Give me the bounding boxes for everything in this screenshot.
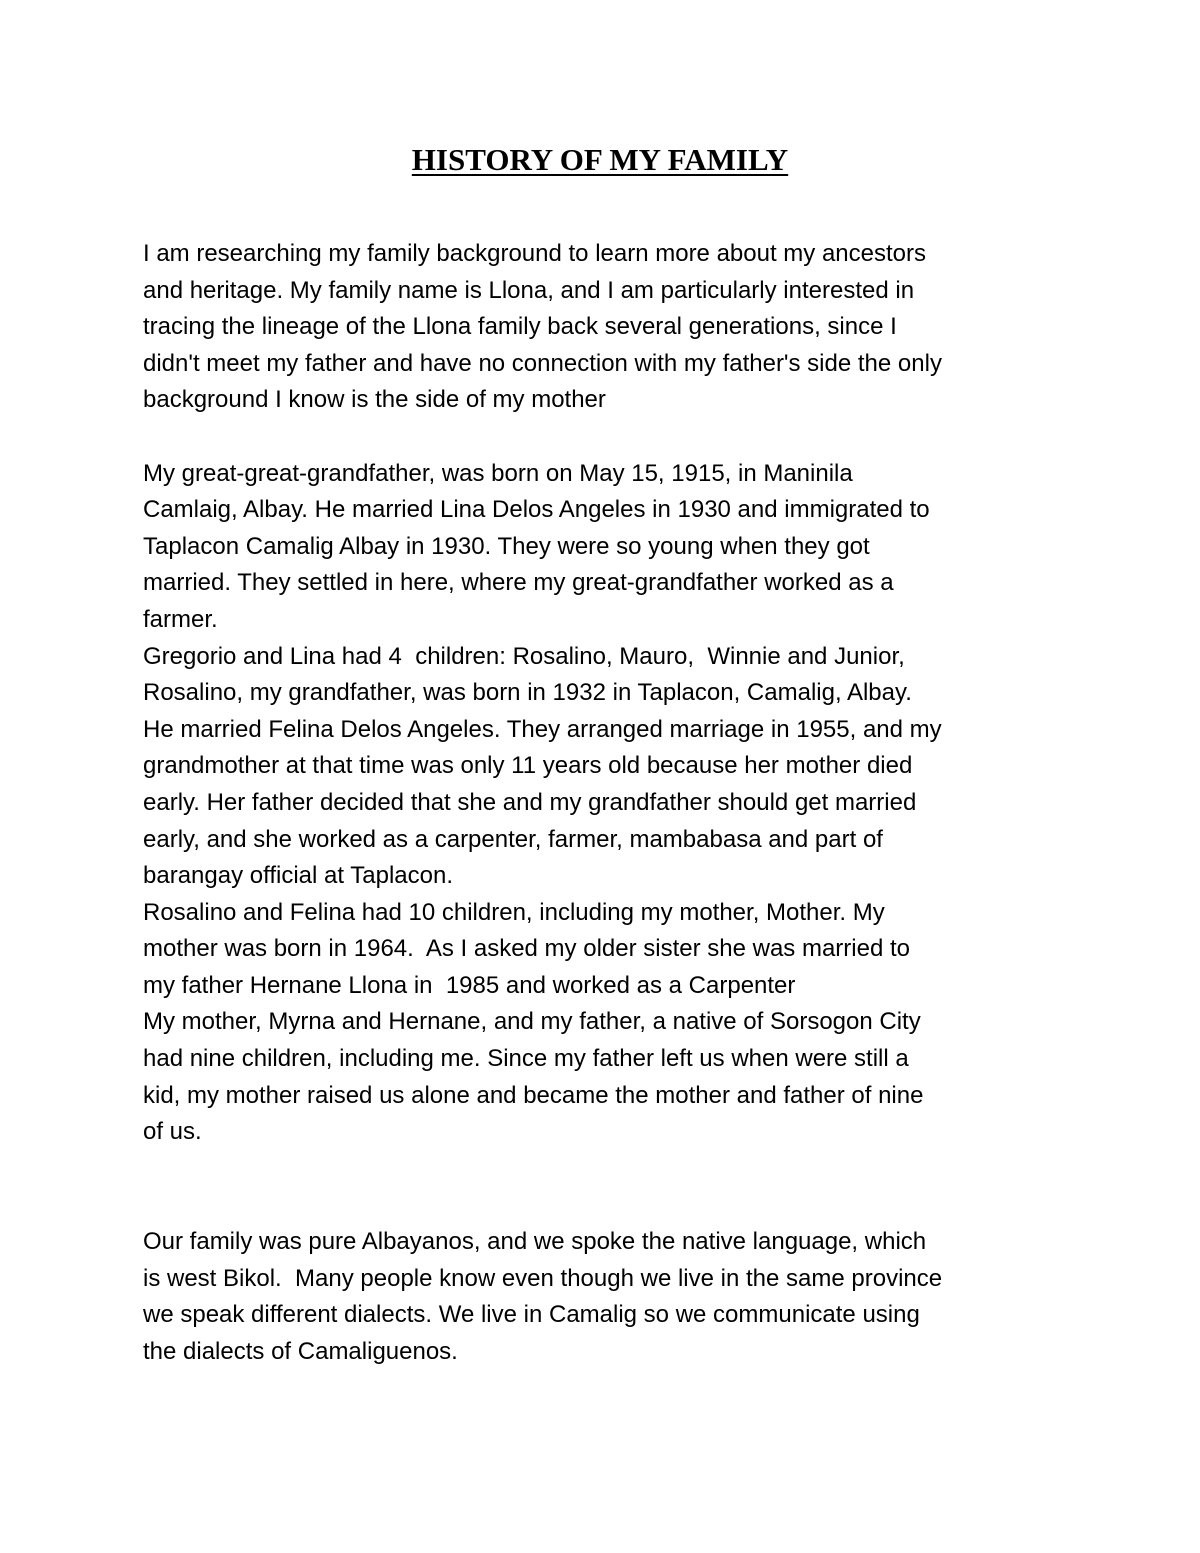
body-line: Gregorio and Lina had 4 children: Rosalino, Mauro, Winnie and Junior, [143, 642, 905, 670]
body-line: Camlaig, Albay. He married Lina Delos Angeles in 1930 and immigrated to [143, 496, 930, 524]
body-line: My mother, Myrna and Hernane, and my father, a native of Sorsogon City [143, 1008, 921, 1036]
body-line: had nine children, including me. Since my father left us when were still a [143, 1045, 909, 1073]
blank-line [143, 1151, 1103, 1188]
blank-line [143, 419, 1103, 456]
body-line: My great-great-grandfather, was born on May 15, 1915, in Maninila [143, 459, 853, 487]
body-line: early, and she worked as a carpenter, farmer, mambabasa and part of [143, 825, 883, 853]
body-line: background I know is the side of my mother [143, 386, 606, 414]
body-line: and heritage. My family name is Llona, and I am particularly interested in [143, 276, 915, 304]
body-line: barangay official at Taplacon. [143, 862, 453, 890]
body-line: married. They settled in here, where my great-grandfather worked as a [143, 569, 894, 597]
document-body [143, 236, 1103, 1370]
body-line: my father Hernane Llona in 1985 and worked as a Carpenter [143, 971, 796, 999]
body-line: the dialects of Camaliguenos. [143, 1337, 458, 1365]
body-line: of us. [143, 1118, 202, 1146]
body-line: I am researching my family background to learn more about my ancestors [143, 240, 927, 267]
body-line: He married Felina Delos Angeles. They arranged marriage in 1955, and my [143, 715, 942, 743]
body-line: we speak different dialects. We live in Camalig so we communicate using [143, 1301, 920, 1329]
document-title: HISTORY OF MY FAMILY [411, 142, 789, 177]
body-line: is west Bikol. Many people know even though we live in the same province [143, 1264, 943, 1292]
body-line: didn't meet my father and have no connection with my father's side the only [143, 349, 942, 377]
body-line: Rosalino and Felina had 10 children, including my mother, Mother. My [143, 898, 885, 926]
body-line: farmer. [143, 605, 218, 633]
body-line: kid, my mother raised us alone and became the mother and father of nine [143, 1081, 924, 1109]
body-line: early. Her father decided that she and my grandfather should get married [143, 788, 917, 816]
body-line: mother was born in 1964. As I asked my older sister she was married to [143, 935, 911, 963]
body-line: grandmother at that time was only 11 years old because her mother died [143, 752, 913, 780]
blank-line [143, 1187, 1103, 1224]
body-line: Our family was pure Albayanos, and we spoke the native language, which [143, 1228, 927, 1256]
body-line: tracing the lineage of the Llona family back several generations, since I [143, 313, 897, 341]
body-line: Taplacon Camalig Albay in 1930. They were so young when they got [143, 532, 870, 560]
body-line: Rosalino, my grandfather, was born in 1932 in Taplacon, Camalig, Albay. [143, 679, 912, 707]
